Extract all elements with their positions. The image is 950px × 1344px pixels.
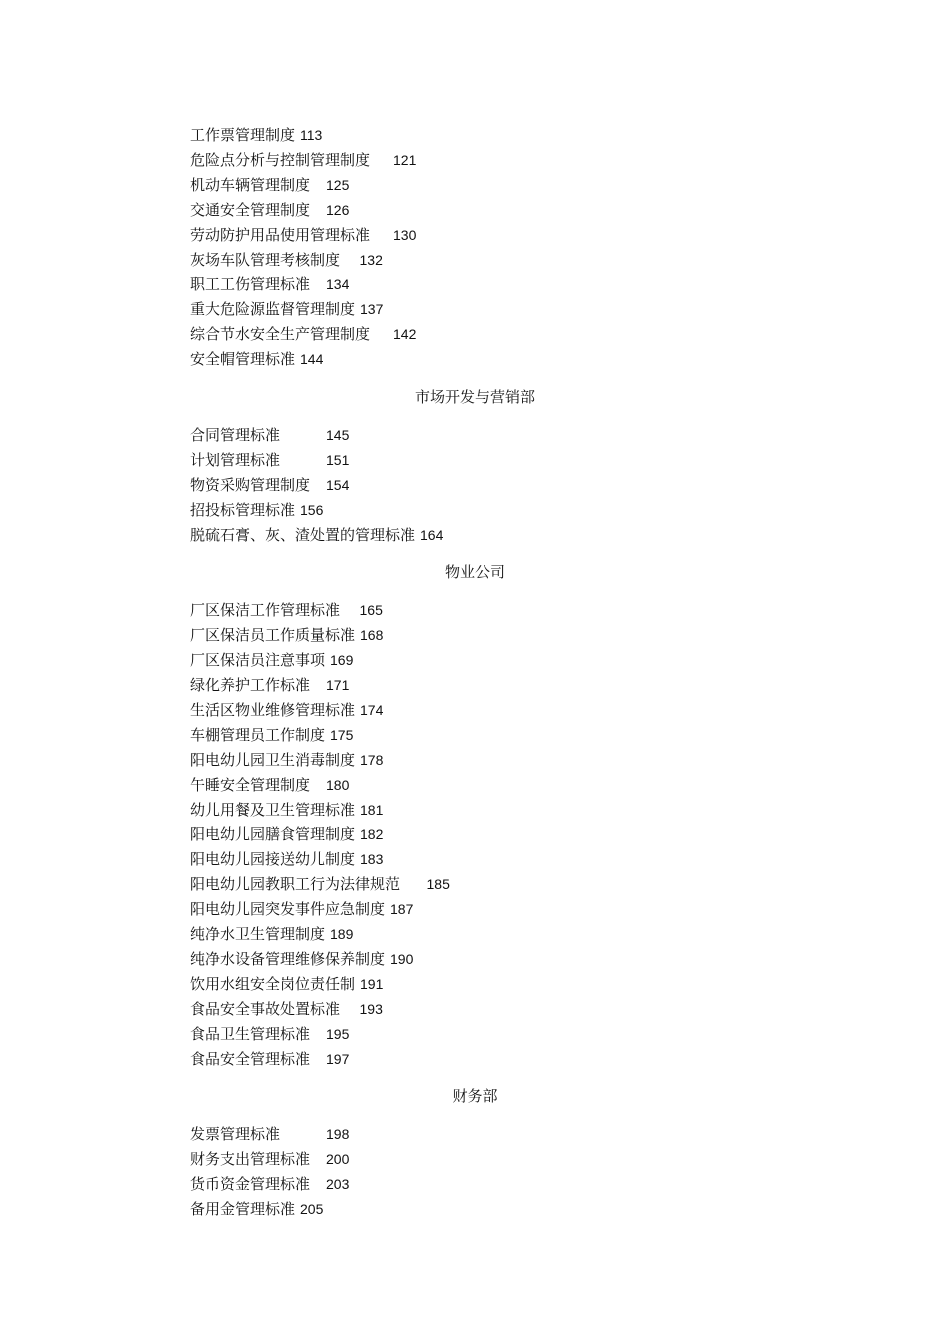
section-heading: 物业公司 xyxy=(444,563,505,582)
toc-entry xyxy=(190,123,322,147)
toc-entry-page-number: 168 xyxy=(360,627,384,644)
toc-entry-page-number: 174 xyxy=(360,701,384,718)
toc-entry xyxy=(190,623,383,647)
toc-entry-title: 安全帽管理标准 xyxy=(190,350,296,369)
toc-entry-title: 灰场车队管理考核制度 xyxy=(190,250,341,269)
toc-entry-title: 招投标管理标准 xyxy=(190,500,296,519)
toc-entry-title: 午睡安全管理制度 xyxy=(190,775,311,794)
toc-entry-page-number: 164 xyxy=(420,526,444,543)
toc-entry-title: 纯净水卫生管理制度 xyxy=(190,925,326,943)
toc-entry-title: 交通安全管理制度 xyxy=(190,200,311,219)
toc-entry xyxy=(190,947,413,971)
toc-entry-title: 食品安全管理标准 xyxy=(190,1049,311,1068)
toc-entry xyxy=(190,997,383,1021)
toc-entry-page-number: 189 xyxy=(330,926,354,942)
toc-entry-page-number: 125 xyxy=(326,176,350,193)
toc-entry-page-number: 178 xyxy=(360,751,384,768)
toc-entry xyxy=(190,773,349,797)
toc-entry-title: 幼儿用餐及卫生管理标准 xyxy=(190,800,356,819)
toc-entry xyxy=(190,448,349,472)
toc-entry-title: 财务支出管理标准 xyxy=(190,1150,311,1169)
toc-entry xyxy=(190,598,383,622)
toc-entry xyxy=(190,847,383,871)
toc-entry-title: 厂区保洁员工作质量标准 xyxy=(190,626,356,645)
toc-entry-page-number: 156 xyxy=(300,501,324,518)
toc-entry-page-number: 113 xyxy=(300,127,323,143)
toc-entry-page-number: 198 xyxy=(326,1126,350,1143)
toc-entry-title: 厂区保洁员注意事项 xyxy=(190,651,326,670)
toc-entry xyxy=(190,297,383,321)
toc-entry-page-number: 142 xyxy=(393,326,417,343)
toc-entry-page-number: 193 xyxy=(359,1000,383,1017)
toc-entry-title: 机动车辆管理制度 xyxy=(190,175,311,194)
toc-entry-page-number: 154 xyxy=(326,476,350,493)
toc-entry xyxy=(190,198,349,222)
toc-entry xyxy=(190,1172,349,1196)
toc-entry xyxy=(190,322,416,346)
toc-entry-page-number: 197 xyxy=(326,1050,350,1067)
toc-entry-page-number: 134 xyxy=(326,276,350,293)
toc-entry-title: 脱硫石膏、灰、渣处置的管理标准 xyxy=(190,525,416,544)
toc-entry-title: 货币资金管理标准 xyxy=(190,1175,311,1194)
toc-entry xyxy=(190,822,383,846)
toc-entry xyxy=(190,1047,349,1071)
toc-entry-page-number: 185 xyxy=(426,876,450,893)
toc-entry-title: 车棚管理员工作制度 xyxy=(190,725,326,744)
toc-entry-page-number: 203 xyxy=(326,1176,350,1193)
toc-entry-page-number: 200 xyxy=(326,1151,350,1168)
toc-entry xyxy=(190,223,416,247)
toc-entry xyxy=(190,748,383,772)
toc-entry xyxy=(190,1197,323,1221)
toc-entry-page-number: 175 xyxy=(330,726,354,743)
toc-entry-page-number: 191 xyxy=(360,975,384,992)
toc-entry-page-number: 165 xyxy=(359,602,383,619)
toc-entry xyxy=(190,922,353,946)
toc-entry-title: 阳电幼儿园教职工行为法律规范 xyxy=(190,875,401,894)
toc-entry xyxy=(190,972,383,996)
toc-entry-title: 阳电幼儿园卫生消毒制度 xyxy=(190,750,356,769)
toc-entry-page-number: 181 xyxy=(360,801,384,818)
toc-entry xyxy=(190,498,323,522)
toc-entry xyxy=(190,698,383,722)
toc-entry-title: 绿化养护工作标准 xyxy=(190,676,311,694)
toc-entry-page-number: 183 xyxy=(360,851,384,868)
toc-entry-title: 合同管理标准 xyxy=(190,425,281,444)
toc-entry xyxy=(190,673,349,697)
toc-entry xyxy=(190,1022,349,1046)
toc-entry-title: 纯净水设备管理维修保养制度 xyxy=(190,949,386,968)
toc-entry xyxy=(190,148,416,172)
toc-entry xyxy=(190,723,353,747)
toc-entry-title: 劳动防护用品使用管理标准 xyxy=(190,225,371,244)
toc-entry-title: 重大危险源监督管理制度 xyxy=(190,300,356,319)
toc-entry-page-number: 132 xyxy=(359,251,383,268)
section-heading: 财务部 xyxy=(452,1087,498,1106)
toc-entry xyxy=(190,423,349,447)
toc-entry-title: 饮用水组安全岗位责任制 xyxy=(190,974,356,993)
toc-entry-page-number: 137 xyxy=(360,301,384,318)
toc-entry xyxy=(190,648,353,672)
toc-entry-page-number: 130 xyxy=(393,226,417,243)
toc-entry xyxy=(190,272,349,296)
toc-entry-title: 工作票管理制度 xyxy=(190,126,296,144)
toc-entry-title: 备用金管理标准 xyxy=(190,1200,296,1218)
toc-entry xyxy=(190,473,349,497)
toc-entry-title: 阳电幼儿园突发事件应急制度 xyxy=(190,900,386,919)
toc-entry-title: 综合节水安全生产管理制度 xyxy=(190,325,371,344)
toc-entry xyxy=(190,173,349,197)
toc-entry-title: 生活区物业维修管理标准 xyxy=(190,700,356,719)
section-heading: 市场开发与营销部 xyxy=(414,388,535,406)
toc-entry-title: 食品卫生管理标准 xyxy=(190,1024,311,1043)
toc-entry-title: 危险点分析与控制管理制度 xyxy=(190,150,371,169)
toc-entry xyxy=(190,347,323,371)
toc-entry-title: 阳电幼儿园膳食管理制度 xyxy=(190,825,356,844)
toc-entry xyxy=(190,248,383,272)
toc-entry-title: 阳电幼儿园接送幼儿制度 xyxy=(190,850,356,869)
toc-entry-page-number: 182 xyxy=(360,826,384,843)
toc-entry xyxy=(190,1122,349,1146)
toc-entry-title: 物资采购管理制度 xyxy=(190,475,311,494)
toc-entry-title: 职工工伤管理标准 xyxy=(190,275,311,294)
toc-entry-page-number: 180 xyxy=(326,776,350,793)
toc-entry-page-number: 187 xyxy=(390,901,414,918)
toc-entry-title: 发票管理标准 xyxy=(190,1125,281,1144)
toc-entry-title: 厂区保洁工作管理标准 xyxy=(190,601,341,620)
toc-entry-page-number: 205 xyxy=(300,1201,324,1217)
toc-entry-page-number: 171 xyxy=(326,677,350,693)
toc-entry xyxy=(190,897,413,921)
toc-entry-page-number: 190 xyxy=(390,950,414,967)
toc-entry xyxy=(190,798,383,822)
toc-entry xyxy=(190,523,443,547)
toc-entry-page-number: 145 xyxy=(326,426,350,443)
toc-entry-page-number: 121 xyxy=(393,151,417,168)
toc-entry-page-number: 144 xyxy=(300,351,324,368)
toc-entry-title: 食品安全事故处置标准 xyxy=(190,999,341,1018)
toc-entry xyxy=(190,1147,349,1171)
toc-entry-page-number: 195 xyxy=(326,1025,350,1042)
toc-entry xyxy=(190,872,450,896)
toc-entry-page-number: 126 xyxy=(326,201,350,218)
toc-entry-page-number: 151 xyxy=(326,451,350,468)
toc-entry-page-number: 169 xyxy=(330,652,354,669)
toc-entry-title: 计划管理标准 xyxy=(190,450,281,469)
